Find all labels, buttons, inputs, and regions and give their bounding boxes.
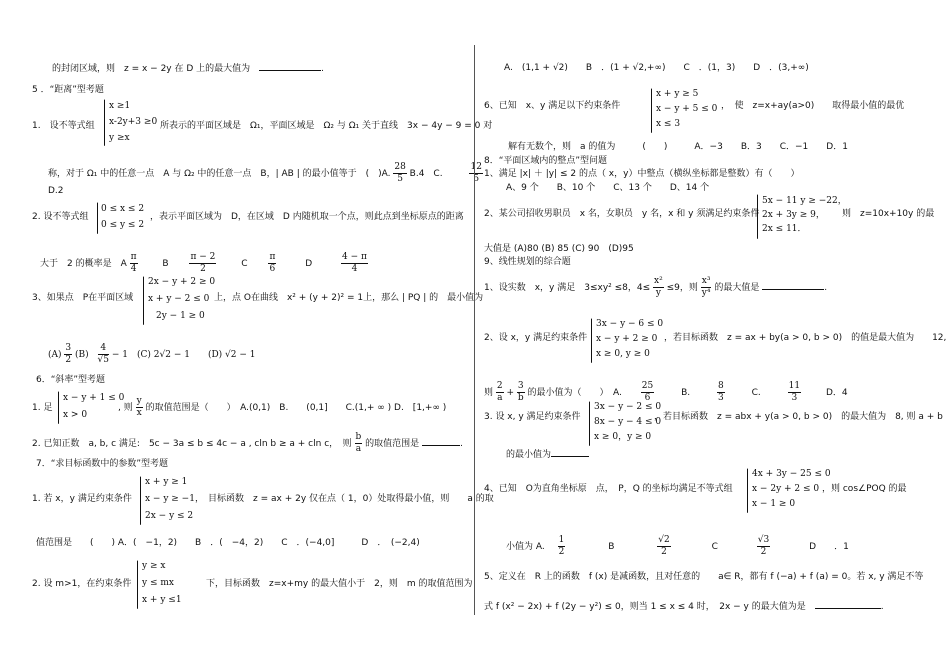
q9-4-ineq-3: x − 1 ≥ 0 bbox=[752, 499, 796, 509]
q3-option-a: $\frac{3}{2}$ bbox=[65, 343, 72, 365]
q2-stem-cont: ，表示平面区域为 D，在区域 D 内随机取一个点，则此点到坐标原点的距离 bbox=[150, 212, 464, 222]
q2-option-c: $\frac{\pi}{6}$ bbox=[269, 252, 276, 274]
q6-stem-cont: ， 使 z=x+ay(a>0) 取得最小值的最优 bbox=[721, 101, 905, 111]
q2-stem: 2. 设不等式组 bbox=[32, 212, 89, 222]
q9-1-fraction-1: $\frac{\text{x²}}{y}$ bbox=[654, 276, 663, 298]
q7-2-ineq-3: x + y ≤1 bbox=[142, 595, 182, 605]
q4-tail-line: 的封闭区域，则 z = x − 2y 在 D 上的最大值为 . bbox=[52, 61, 324, 75]
q9-3-stem-cont: ，若目标函数 z = abx + y(a > 0, b > 0) 的最大值为 8, 则 a + b bbox=[654, 412, 943, 422]
section-6-title: 6．“斜率”型考题 bbox=[36, 375, 106, 385]
q9-4-options: 小值为 A. $\frac{1}{2}$ B $\frac{√2}{2}$ C $\frac{√3}{2}$ D ．1 bbox=[506, 535, 849, 557]
section-8-title: 8．“平面区域内的整点”型问题 bbox=[484, 156, 608, 166]
q6-options: 解有无数个，则 a 的值为 ( ) A．−3 B．3 C．−1 D．1 bbox=[508, 142, 848, 152]
q8-2-ineq-2: 2x + 3y ≥ 9， bbox=[762, 210, 825, 220]
q1-option-d: D.2 bbox=[48, 186, 64, 196]
q1-option-c: $\frac{12}{5}$ bbox=[470, 162, 482, 184]
q9-2-fraction-2: $\frac{3}{b}$ bbox=[517, 381, 524, 403]
q9-3-ineq-1: 3x − y − 2 ≤ 0 bbox=[594, 402, 662, 412]
q7-2-brace bbox=[137, 560, 138, 609]
q6-1-stem-cont: , 则 $\frac{y}{x}$ 的取值范围是（ ） A.(0,1) B. (0,1] C.(1,+ ∞ ) D. [1,+∞ ) bbox=[118, 396, 447, 418]
q9-3-stem: 3. 设 x, y 满足约束条件 bbox=[484, 412, 581, 422]
q6-1-ineq-2: x > 0 bbox=[63, 410, 88, 420]
q2-brace bbox=[97, 202, 98, 234]
q2-option-a: $\frac{\pi}{4}$ bbox=[130, 252, 137, 274]
q6-1-fraction: $\frac{y}{x}$ bbox=[136, 396, 142, 418]
q9-2-stem: 2、设 x，y 满足约束条件 bbox=[484, 333, 588, 343]
q8-2-brace bbox=[757, 194, 758, 239]
q3-ineq-1: 2x − y + 2 ≥ 0 bbox=[148, 277, 216, 287]
q9-2-option-a: $\frac{25}{6}$ bbox=[641, 381, 654, 403]
q9-2-option-c: $\frac{11}{3}$ bbox=[788, 381, 801, 403]
answer-blank bbox=[259, 61, 321, 71]
q2-option-d: $\frac{4 - \pi}{4}$ bbox=[342, 252, 367, 274]
q3-stem-cont: 上，点 O在曲线 x² + (y + 2)² = 1上，那么 | PQ | 的 最小值为 bbox=[214, 293, 484, 303]
q9-4-stem: 4、已知 O为直角坐标原 点， P，Q 的坐标均满足不等式组 bbox=[484, 484, 733, 494]
q9-4-option-a: $\frac{1}{2}$ bbox=[558, 535, 565, 557]
q7-1-brace bbox=[140, 476, 141, 525]
q9-4-ineq-1: 4x + 3y − 25 ≤ 0 bbox=[752, 469, 831, 479]
q3-ineq-3: 2y − 1 ≥ 0 bbox=[156, 311, 205, 321]
q9-5-stem: 5、定义在 R 上的函数 f (x) 是减函数，且对任意的 a∈ R，都有 f (−a) + f (a) = 0。若 x, y 满足不等 bbox=[484, 572, 924, 582]
q9-2-stem-cont: ，若目标函数 z = ax + by(a > 0, b > 0) 的值是最大值为 12, bbox=[664, 333, 947, 343]
q9-1-stem: 1、设实数 x，y 满足 3≤xy² ≤8，4≤ $\frac{\text{x²}}{y}$ ≤9，则 $\frac{\text{x³}}{\text{y⁴}}$ 的最大值是 . bbox=[484, 276, 828, 298]
q3-ineq-2: x + y − 2 ≤ 0 bbox=[148, 294, 210, 304]
q7-2-ineq-2: y ≤ mx bbox=[142, 578, 174, 588]
q8-2-stem-cont: 则 z=10x+10y 的最 bbox=[842, 209, 935, 219]
q3-option-b: $\frac{4}{√5}$ bbox=[97, 343, 109, 365]
q6-2-fraction: $\frac{b}{a}$ bbox=[355, 432, 362, 454]
q7-1-stem-cont: 目标函数 z = ax + 2y 仅在点（ 1，0）处取得最小值，则 a 的取 bbox=[208, 494, 494, 504]
q7-1-stem: 1. 若 x，y 满足约束条件 bbox=[32, 494, 132, 504]
q6-1-stem: 1. 足 bbox=[32, 403, 53, 413]
section-7-title: 7．“求目标函数中的参数”型考题 bbox=[36, 459, 169, 469]
q3-options: (A) $\frac{3}{2}$ (B) $\frac{4}{√5}$ − 1 (C) 2√2 − 1 (D) √2 − 1 bbox=[48, 343, 256, 365]
q1-ineq-2: x-2y+3 ≥0 bbox=[109, 117, 158, 127]
q7-1-ineq-1: x + y ≥ 1 bbox=[145, 477, 188, 487]
q7-2-ineq-1: y ≥ x bbox=[142, 561, 166, 571]
q9-2-ineq-1: 3x − y − 6 ≤ 0 bbox=[596, 319, 664, 329]
q6-ineq-1: x + y ≥ 5 bbox=[656, 89, 699, 99]
q9-4-stem-cont: ，则 cos∠POQ 的最 bbox=[822, 484, 907, 494]
q2-ineq-2: 0 ≤ y ≤ 2 bbox=[101, 220, 145, 230]
q3-stem: 3、如果点 P在平面区域 bbox=[32, 293, 134, 303]
q7-2-stem: 2. 设 m>1，在约束条件 bbox=[32, 579, 132, 589]
q6-1-ineq-1: x − y + 1 ≤ 0 bbox=[63, 393, 125, 403]
answer-blank bbox=[422, 436, 460, 446]
q9-2-option-b: $\frac{8}{3}$ bbox=[718, 381, 724, 403]
answer-blank bbox=[551, 447, 589, 457]
section-9-title: 9、线性规划的综合题 bbox=[484, 257, 571, 267]
q9-2-ineq-3: x ≥ 0, y ≥ 0 bbox=[596, 349, 650, 359]
q8-2-options: 大值是 (A)80 (B) 85 (C) 90 (D)95 bbox=[484, 244, 634, 254]
q6-2-stem: 2. 已知正数 a, b, c 满足: 5c − 3a ≤ b ≤ 4c − a , cln b ≥ a + cln c， 则 $\frac{b}{a}$ 的取值范围是 . bbox=[32, 432, 463, 454]
q6-ineq-2: x − y + 5 ≤ 0 bbox=[656, 104, 718, 114]
q6-ineq-3: x ≤ 3 bbox=[656, 119, 681, 129]
q6-brace bbox=[651, 88, 652, 133]
q9-4-option-c: $\frac{√3}{2}$ bbox=[757, 535, 770, 557]
q9-5-stem-cont: 式 f (x² − 2x) + f (2y − y²) ≤ 0，则当 1 ≤ x ≤ 4 时， 2x − y 的最大值为是 . bbox=[484, 599, 884, 613]
q9-2-fraction-1: $\frac{2}{a}$ bbox=[496, 381, 503, 403]
q7-1-ineq-2: x − y ≥ −1， bbox=[145, 494, 204, 504]
q6-1-brace bbox=[58, 391, 59, 424]
q6-stem: 6、已知 x、y 满足以下约束条件 bbox=[484, 101, 621, 111]
q1-ineq-1: x ≥1 bbox=[109, 101, 131, 111]
q9-2-brace bbox=[591, 318, 592, 363]
answer-blank bbox=[762, 280, 824, 290]
q1-options: 称，对于 Ω₁ 中的任意一点 A 与 Ω₂ 中的任意一点 B，| AB | 的最小值等于 ( )A. $\frac{28}{5}$ B.4 C. $\frac{12}{5}$ bbox=[48, 162, 482, 184]
q3-brace bbox=[143, 276, 144, 325]
answer-blank bbox=[815, 599, 881, 609]
q9-1-fraction-2: $\frac{\text{x³}}{\text{y⁴}}$ bbox=[701, 276, 711, 298]
q2-options: 大于 2 的概率是 A $\frac{\pi}{4}$ B $\frac{\pi - 2}{2}$ C $\frac{\pi}{6}$ D $\frac{4 - \pi}{4}$ bbox=[40, 252, 367, 274]
q7-1-options: 值范围是 ( ) A．( −1，2) B ．( −4，2) C ．(−4,0] D ． (−2,4) bbox=[36, 538, 420, 548]
q2-ineq-1: 0 ≤ x ≤ 2 bbox=[101, 204, 145, 214]
q8-2-ineq-3: 2x ≤ 11． bbox=[762, 224, 807, 234]
q7-2-stem-cont: 下，目标函数 z=x+my 的最大值小于 2，则 m 的取值范围为 bbox=[206, 579, 473, 589]
q9-2-ineq-2: x − y + 2 ≥ 0 bbox=[596, 334, 658, 344]
q7-1-ineq-3: 2x − y ≤ 2 bbox=[145, 511, 194, 521]
q8-1-options: A、9 个 B、10 个 C、13 个 D、14 个 bbox=[506, 183, 710, 193]
q9-3-ineq-2: 8x − y − 4 ≤ 0 bbox=[594, 417, 662, 427]
right-column bbox=[476, 0, 950, 671]
q8-2-ineq-1: 5x − 11 y ≥ −22， bbox=[762, 196, 847, 206]
q1-stem-cont: 所表示的平面区域是 Ω₁，平面区域是 Ω₂ 与 Ω₁ 关于直线 3x − 4y − 9 = 0 对 bbox=[160, 121, 493, 131]
q9-3-tail: 的最小值为 bbox=[506, 447, 589, 461]
q8-2-stem: 2、某公司招收男职员 x 名，女职员 y 名，x 和 y 须满足约束条件 bbox=[484, 209, 760, 219]
q8-1-stem: 1、满足 |x| ＋ |y| ≤ 2 的点（ x，y）中整点（横纵坐标都是整数）有（ ） bbox=[484, 169, 800, 179]
q1-ineq-3: y ≥x bbox=[109, 133, 130, 143]
q9-4-option-b: $\frac{√2}{2}$ bbox=[658, 535, 670, 557]
section-5-title: 5 ．“距离”型考题 bbox=[32, 85, 104, 95]
q5-options: A. (1,1 + √2) B ．(1 + √2,+∞) C ．(1，3) D ．(3,+∞) bbox=[504, 63, 809, 73]
q1-brace bbox=[104, 99, 105, 146]
q2-option-b: $\frac{\pi - 2}{2}$ bbox=[190, 252, 216, 274]
q9-4-brace bbox=[747, 468, 748, 513]
q9-4-ineq-2: x − 2y + 2 ≤ 0 bbox=[752, 484, 820, 494]
q1-stem: 1. 设不等式组 bbox=[32, 121, 95, 131]
q9-3-ineq-3: x ≥ 0，y ≥ 0 bbox=[594, 432, 652, 442]
column-divider bbox=[474, 45, 475, 615]
q9-3-brace bbox=[589, 401, 590, 446]
q9-2-options: 则 $\frac{2}{a}$ + $\frac{3}{b}$ 的最小值为（ ） A. $\frac{25}{6}$ B. $\frac{8}{3}$ C. $\frac{11}{3}$ D．4 bbox=[484, 381, 848, 403]
q1-option-a: $\frac{28}{5}$ bbox=[394, 162, 406, 184]
